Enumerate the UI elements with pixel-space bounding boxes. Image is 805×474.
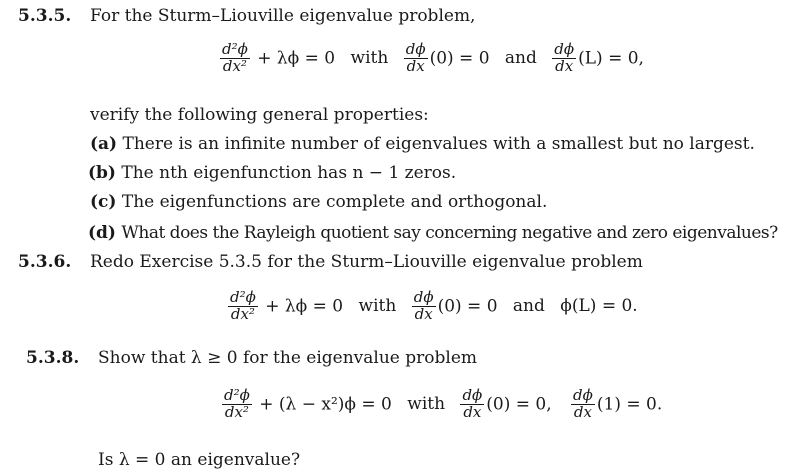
- boundary-condition: (0) = 0: [437, 296, 498, 317]
- list-item: [90, 134, 755, 154]
- part-text: What does the Rayleigh quotient say concerning negative and zero eigenvalues?: [121, 223, 778, 243]
- numerator: dϕ: [554, 40, 575, 58]
- numerator: dϕ: [413, 288, 434, 306]
- boundary-condition: (L) = 0,: [578, 48, 644, 69]
- exercise-intro: Redo Exercise 5.3.5 for the Sturm–Liouville eigenvalue problem: [90, 252, 643, 272]
- equation-with: with: [407, 394, 446, 415]
- fraction: [571, 388, 595, 421]
- fraction: [460, 388, 484, 421]
- fraction: [412, 290, 436, 323]
- equation-text: + (λ − x²)ϕ = 0: [259, 394, 392, 415]
- part-label: (b): [88, 163, 116, 183]
- numerator: dϕ: [573, 386, 593, 404]
- exercise-lead: verify the following general properties:: [90, 105, 429, 125]
- fraction: [404, 42, 428, 75]
- fraction: [552, 42, 576, 75]
- part-text: The eigenfunctions are complete and orthogonal.: [121, 192, 548, 212]
- denominator: dx: [463, 402, 482, 421]
- exercise-intro: Show that λ ≥ 0 for the eigenvalue problem: [98, 348, 478, 368]
- denominator: dx: [406, 56, 425, 75]
- part-label: (a): [90, 134, 118, 154]
- exercise-question: Is λ = 0 an eigenvalue?: [98, 450, 301, 470]
- exercise-number: 5.3.8.: [26, 348, 80, 368]
- equation-with: with: [350, 48, 389, 69]
- denominator: dx: [555, 56, 574, 75]
- exercise-number: 5.3.5.: [18, 6, 72, 26]
- equation: [218, 42, 644, 75]
- part-text: The nth eigenfunction has n − 1 zeros.: [121, 163, 457, 183]
- denominator: dx²: [224, 402, 249, 421]
- exercise-intro: For the Sturm–Liouville eigenvalue problem,: [90, 6, 476, 26]
- numerator: d²ϕ: [222, 40, 248, 58]
- part-label: (d): [88, 223, 116, 243]
- denominator: dx: [573, 402, 592, 421]
- denominator: dx²: [222, 56, 247, 75]
- boundary-condition: (0) = 0: [429, 48, 490, 69]
- boundary-condition: (0) = 0,: [486, 394, 552, 415]
- numerator: dϕ: [462, 386, 483, 404]
- part-label: (c): [90, 192, 117, 212]
- list-item: [88, 223, 778, 243]
- part-text: There is an infinite number of eigenvalues with a smallest but no largest.: [122, 134, 755, 154]
- exercise-number: 5.3.6.: [18, 252, 72, 272]
- list-item: [90, 192, 547, 212]
- boundary-condition: (1) = 0.: [596, 394, 663, 415]
- numerator: d²ϕ: [224, 386, 250, 404]
- denominator: dx²: [230, 304, 255, 323]
- equation: [226, 290, 638, 323]
- equation-and: and: [504, 48, 537, 69]
- numerator: dϕ: [405, 40, 426, 58]
- equation-text: + λϕ = 0: [265, 296, 344, 317]
- boundary-condition: ϕ(L) = 0.: [560, 296, 638, 317]
- fraction: [228, 290, 258, 323]
- equation-and: and: [512, 296, 545, 317]
- equation: [220, 388, 662, 421]
- equation-with: with: [358, 296, 397, 317]
- equation-text: + λϕ = 0: [257, 48, 336, 69]
- fraction: [222, 388, 252, 421]
- denominator: dx: [414, 304, 433, 323]
- numerator: d²ϕ: [230, 288, 256, 306]
- fraction: [220, 42, 250, 75]
- list-item: [88, 163, 456, 183]
